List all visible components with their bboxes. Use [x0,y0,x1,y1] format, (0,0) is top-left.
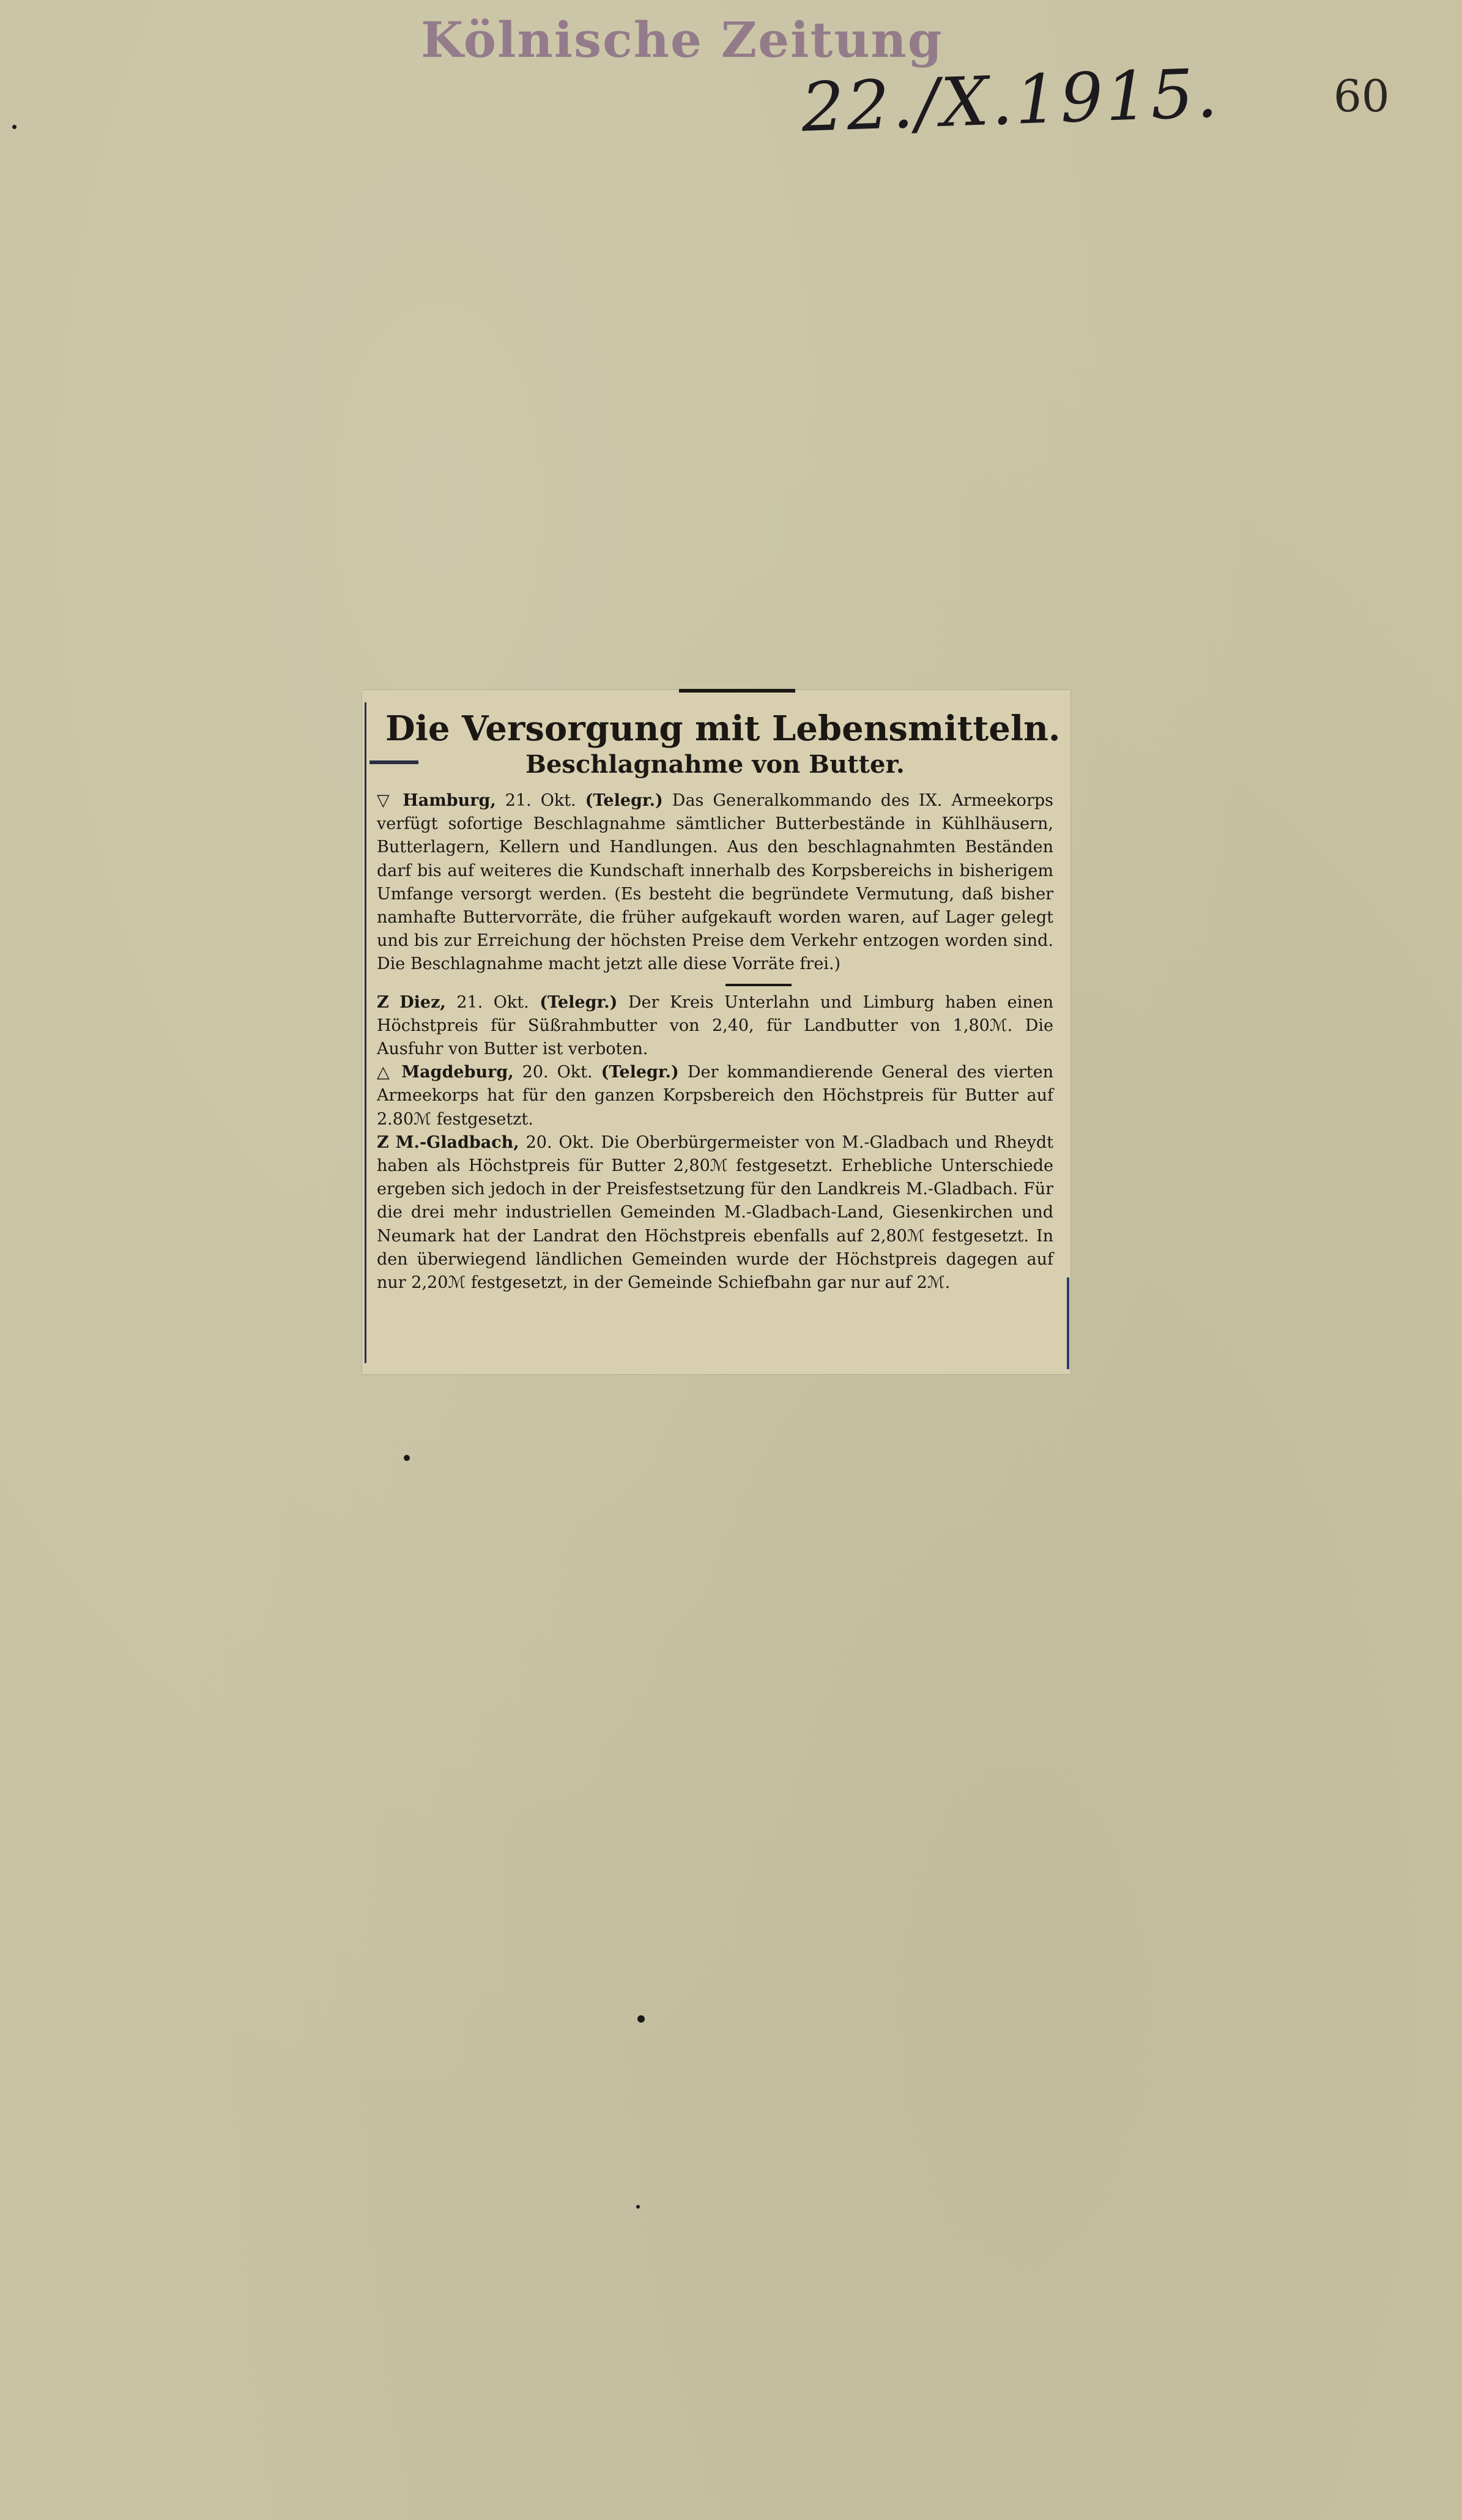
speck [636,2205,640,2209]
source: (Telegr.) [540,992,618,1012]
section-symbol: Z [377,1132,389,1152]
speck [637,2015,645,2023]
paragraph-text: Das Generalkommando des IX. Armeekorps verfügt sofortige Beschlagnahme sämtlicher Butterbestände in Kühlhäusern, Butterlagern, Kellern und Handlungen. Aus den beschlagnahmten Beständen darf bis auf weiteres die Kundschaft innerhalb des Korpsbereichs in bisherigem Umfange versorgt werden. (Es besteht die begründete Vermutung, daß bisher namhafte Buttervorräte, die früher aufgekauft worden waren, auf Lager gelegt und bis zur Erreichung der höchsten Preise dem Verkehr entzogen worden sind. Die Beschlagnahme macht jetzt alle diese Vorräte frei.) [377,791,1053,974]
paragraph-text: Der Kreis Unterlahn und Limburg haben einen Höchstpreis für Süßrahmbutter von 2,40, für Landbutter von 1,80ℳ. Die Ausfuhr von Butter ist verboten. [377,992,1053,1059]
source: (Telegr.) [601,1063,679,1082]
date: 21. Okt. [495,791,585,810]
speck [12,125,17,129]
section-divider [725,984,792,986]
right-edge-line [1067,1277,1069,1369]
handwritten-date: 22./X.1915. [800,54,1222,147]
dateline: Diez, [399,992,446,1012]
dateline: Hamburg, [403,791,496,810]
speck [404,1455,410,1461]
article-paragraph-gladbach [377,1131,1053,1295]
newspaper-clipping [362,690,1071,1374]
section-symbol: △ [377,1063,393,1082]
corner-mark [369,760,418,764]
newspaper-stamp: Kölnische Zeitung [421,11,943,69]
left-edge-line [365,702,366,1363]
source: (Telegr.) [585,791,663,810]
article-paragraph-diez [377,991,1053,1061]
date: 20. Okt. [513,1063,601,1082]
paragraph-text: Der kommandierende General des vierten Armeekorps hat für den ganzen Korpsbereich den Höchstpreis für Butter auf 2.80ℳ festgesetzt. [377,1063,1053,1129]
article-paragraph-hamburg [377,789,1053,976]
article-paragraph-magdeburg [377,1061,1053,1131]
article-title: Die Versorgung mit Lebensmitteln. [385,708,1061,749]
page-number: 60 [1334,70,1390,122]
section-symbol: Z [377,992,389,1012]
dateline: Magdeburg, [401,1063,514,1082]
paragraph-text: Die Oberbürgermeister von M.-Gladbach und Rheydt haben als Höchstpreis für Butter 2,80ℳ festgesetzt. Erhebliche Unterschiede ergeben sich jedoch in der Preisfestsetzung für den Landkreis M.-Gladbach. Für die drei mehr industriellen Gemeinden M.-Gladbach-Land, Giesenkirchen und Neumark hat der Landrat den Höchstpreis ebenfalls auf 2,80ℳ festgesetzt. In den überwiegend ländlichen Gemeinden wurde der Höchstpreis dagegen auf nur 2,20ℳ festgesetzt, in der Gemeinde Schiefbahn gar nur auf 2ℳ. [377,1132,1054,1293]
section-symbol: ▽ [377,791,394,810]
top-rule [679,689,795,693]
date: 20. Okt. [519,1132,601,1152]
article-subtitle: Beschlagnahme von Butter. [525,750,905,779]
dateline: M.-Gladbach, [395,1132,519,1152]
date: 21. Okt. [445,992,540,1012]
